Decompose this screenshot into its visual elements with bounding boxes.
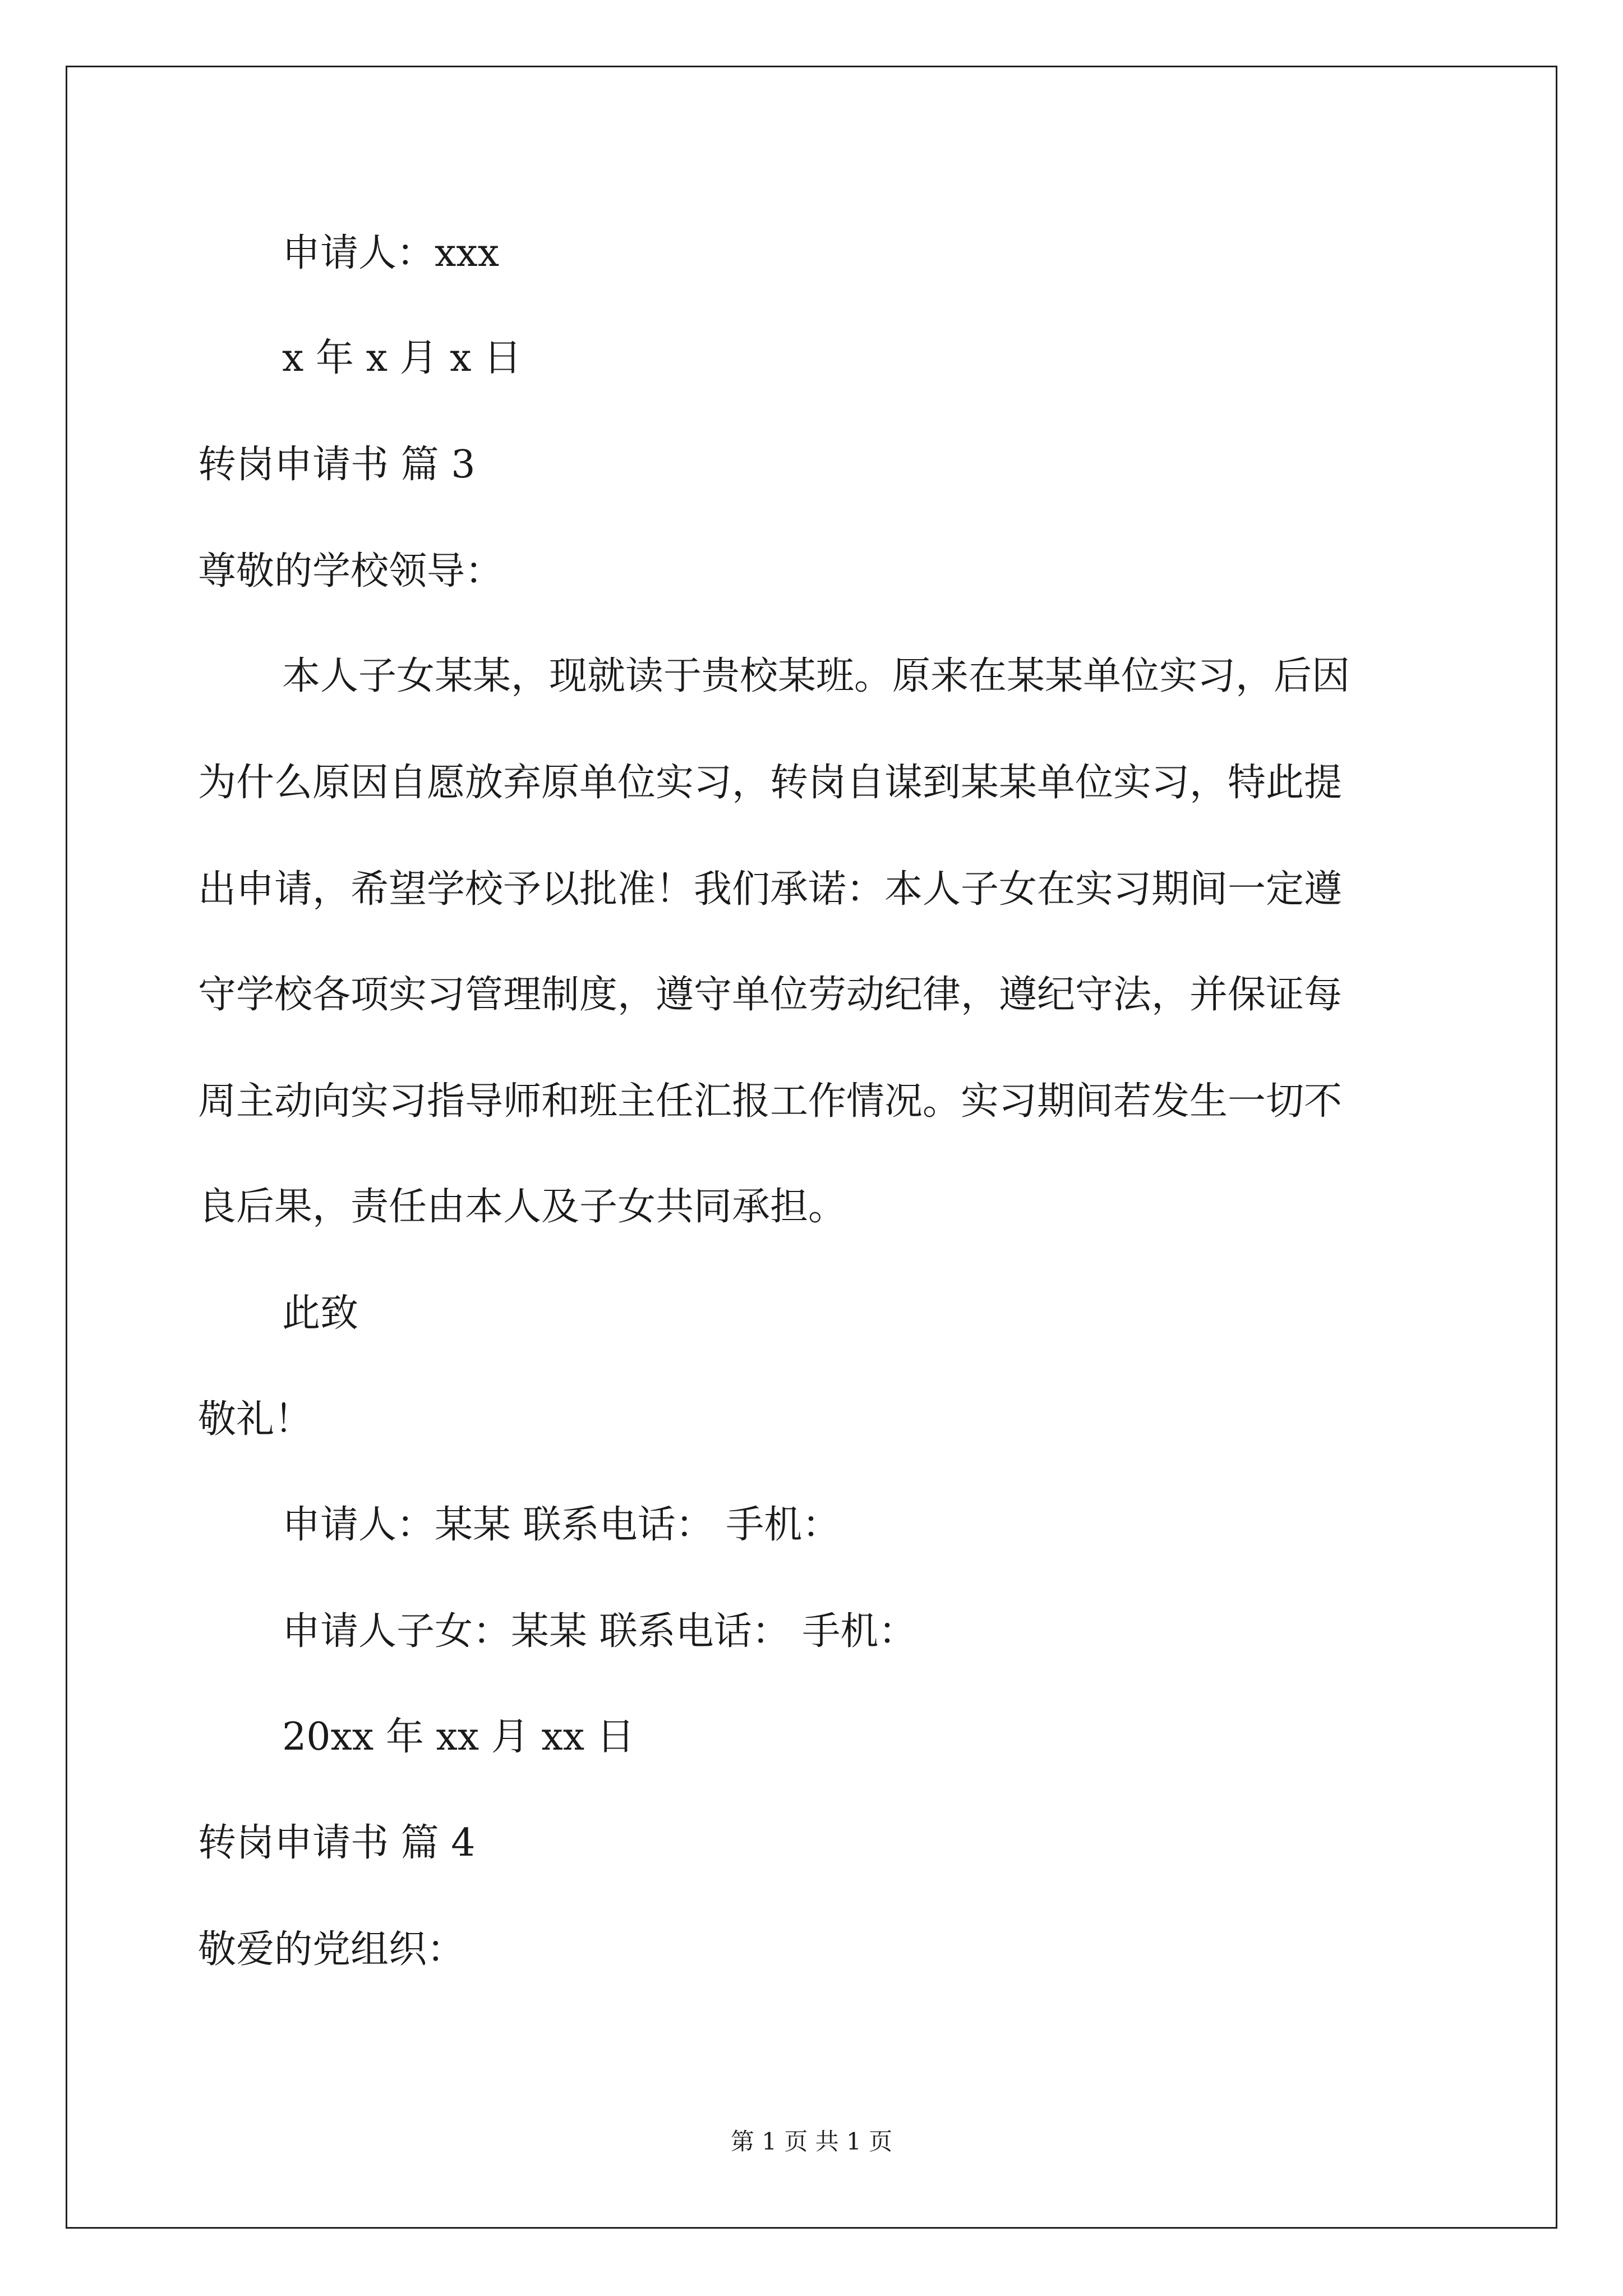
closing-phrase: 此致: [282, 1291, 359, 1336]
salutation: 尊敬的学校领导：: [198, 549, 504, 593]
applicant-line: 申请人：xxx: [282, 231, 500, 275]
closing-salute: 敬礼！: [198, 1397, 313, 1442]
section-heading-4: 转岗申请书 篇 4: [198, 1821, 476, 1865]
signature-date-line: 20xx 年 xx 月 xx 日: [282, 1715, 635, 1759]
body-line: 出申请，希望学校予以批准！我们承诺：本人子女在实习期间一定遵: [198, 867, 1343, 912]
body-line: 良后果，责任由本人及子女共同承担。: [198, 1185, 847, 1229]
applicant-contact-line: 申请人：某某 联系电话： 手机：: [282, 1503, 841, 1547]
body-line: 为什么原因自愿放弃原单位实习，转岗自谋到某某单位实习，特此提: [198, 761, 1343, 805]
date-line: x 年 x 月 x 日: [282, 336, 522, 380]
body-line: 周主动向实习指导师和班主任汇报工作情况。实习期间若发生一切不: [198, 1079, 1343, 1124]
page-footer: 第 1 页 共 1 页: [730, 2128, 893, 2155]
body-line: 守学校各项实习管理制度，遵守单位劳动纪律，遵纪守法，并保证每: [198, 973, 1343, 1017]
page-border: [66, 66, 1557, 2229]
section-heading-3: 转岗申请书 篇 3: [198, 443, 476, 487]
body-line: 本人子女某某，现就读于贵校某班。原来在某某单位实习，后因: [282, 654, 1350, 698]
child-contact-line: 申请人子女：某某 联系电话： 手机：: [282, 1609, 917, 1654]
salutation: 敬爱的党组织：: [198, 1927, 465, 1972]
